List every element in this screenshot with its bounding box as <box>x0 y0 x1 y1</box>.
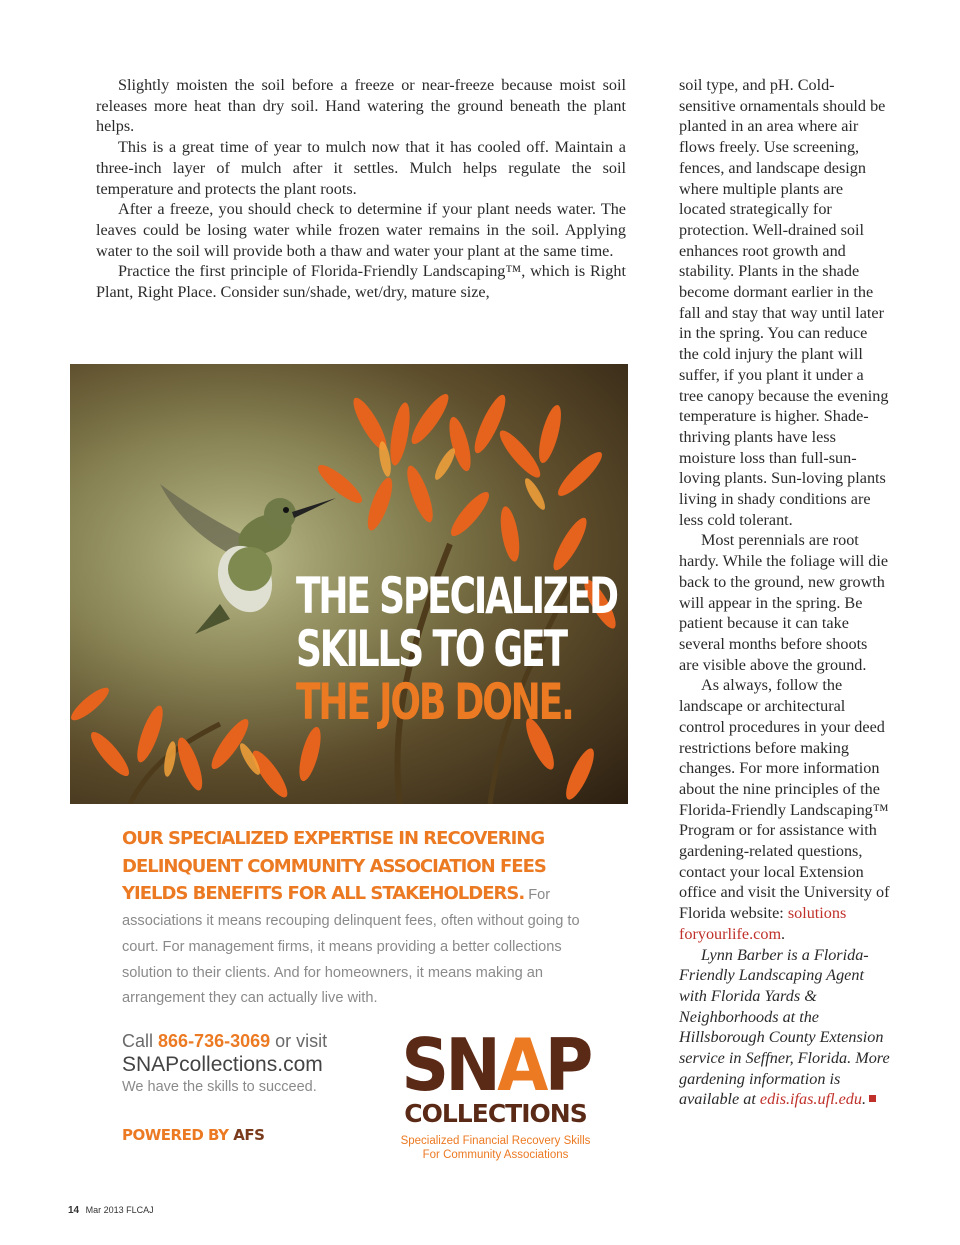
author-bio <box>679 945 891 1111</box>
page-number: 14 <box>68 1205 80 1216</box>
article-paragraph: After a freeze, you should check to determine if your plant needs water. The leaves could be losing water while frozen water remains in the soil. Applying water to the soil will provide both a thaw and water your plant at the same time. <box>96 200 626 260</box>
punctuation: . <box>781 924 786 943</box>
powered-by-brand: AFS <box>233 1126 265 1144</box>
website-link[interactable]: solutions foryourlife.com <box>679 904 847 943</box>
ad-tagline: We have the skills to succeed. <box>122 1079 317 1095</box>
ad-body-copy <box>122 826 582 1012</box>
right-article-column <box>679 75 891 1110</box>
headline-line: THE JOB DONE. <box>296 673 573 731</box>
logo-letter: P <box>544 1023 590 1107</box>
powered-by <box>122 1126 264 1144</box>
logo-snap-word <box>401 1023 590 1107</box>
headline-line: THE SPECIALIZED <box>296 567 617 625</box>
ad-headline <box>296 567 617 731</box>
logo-letter: A <box>497 1023 545 1107</box>
logo-letter: S <box>401 1023 446 1107</box>
logo-tagline <box>393 1134 598 1162</box>
punctuation: . <box>862 1090 867 1109</box>
call-suffix: or visit <box>275 1031 328 1051</box>
powered-by-label: POWERED BY <box>122 1126 229 1144</box>
ad-photo-hummingbird <box>70 364 628 804</box>
paragraph-text: As always, follow the landscape or architectural control procedures in your deed restrictions before making changes. For more information about the nine principles of the Florida-Friendly Landscaping™ Program or for assistance with gardening-related questions, contact your local Extension office and visit the University of Florida website: <box>679 676 890 923</box>
bio-text: Lynn Barber is a Florida-Friendly Landscaping Agent with Florida Yards & Neighborhoods at the Hillsborough County Extension service in Seffner, Florida. More gardening information is available at <box>679 945 890 1109</box>
article-paragraph <box>679 675 891 944</box>
edis-link[interactable]: edis.ifas.ufl.edu <box>759 1090 862 1109</box>
ad-contact-block <box>122 1030 327 1096</box>
article-paragraph: Most perennials are root hardy. While the foliage will die back to the ground, new growth will appear in the spring. Be patient because it can take several months before shoots are visible above the ground. <box>679 531 889 674</box>
ad-lead-text: OUR SPECIALIZED EXPERTISE IN RECOVERING DELINQUENT COMMUNITY ASSOCIATION FEES YIELDS BENEFITS FOR ALL STAKEHOLDERS. <box>122 828 546 905</box>
call-prefix: Call <box>122 1031 154 1051</box>
logo-tagline-line: Specialized Financial Recovery Skills <box>400 1135 591 1147</box>
ad-body-text: For associations it means recouping delinquent fees, often without going to court. For management firms, it means providing a better collections solution to their clients. And for homeowners, it means making an arrangement they can actually live with. <box>122 887 580 1007</box>
logo-letter: N <box>445 1023 498 1107</box>
phone-number[interactable]: 866-736-3069 <box>158 1031 271 1051</box>
article-paragraph: This is a great time of year to mulch now that it has cooled off. Maintain a three-inch layer of mulch after it settles. Mulch helps regulate the soil temperature and protects the plant roots. <box>96 138 626 198</box>
end-mark-icon <box>869 1095 876 1102</box>
article-paragraph: Practice the first principle of Florida-Friendly Landscaping™, which is Right Plant, Right Place. Consider sun/shade, wet/dry, mature size, <box>96 262 626 302</box>
logo-collections-word: COLLECTIONS <box>404 1099 587 1128</box>
headline-line: SKILLS TO GET <box>296 620 566 678</box>
page-footer <box>68 1205 154 1216</box>
left-article-column <box>96 75 626 303</box>
article-paragraph: soil type, and pH. Cold-sensitive ornamentals should be planted in an area where air flows freely. Use screening, fences, and landscape design where multiple plants are located strategically for protection. Well-drained soil enhances root growth and stability. Plants in the shade become dormant earlier in the fall and stay that way until later in the spring. You can reduce the cold injury the plant will suffer, if you plant it under a tree canopy because the evening temperature is higher. Shade-thriving plants have less moisture loss than full-sun-loving plants. Sun-loving plants living in shady conditions are less cold tolerant. <box>679 76 889 529</box>
snap-collections-logo <box>393 1023 598 1162</box>
article-paragraph: Slightly moisten the soil before a freeze or near-freeze because moist soil releases more heat than dry soil. Hand watering the ground beneath the plant helps. <box>96 76 626 136</box>
ad-website[interactable]: SNAPcollections.com <box>122 1053 323 1076</box>
logo-tagline-line: For Community Associations <box>422 1149 569 1161</box>
call-line <box>122 1030 327 1052</box>
issue-label: Mar 2013 FLCAJ <box>85 1205 154 1215</box>
